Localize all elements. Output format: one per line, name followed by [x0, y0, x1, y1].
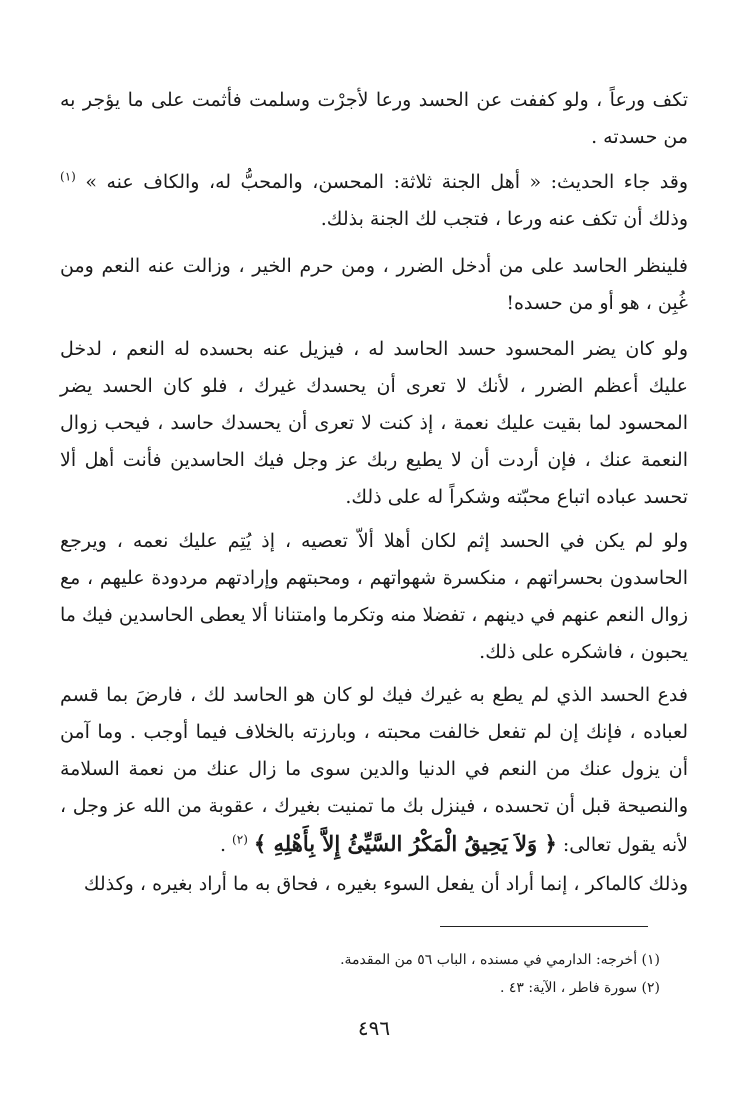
footnote-divider — [440, 926, 648, 927]
paragraph-5 — [60, 523, 688, 671]
paragraph-text: ولو لم يكن في الحسد إثم لكان أهلا ألاّ تعصيه ، إذ يُتِم عليك نعمه ، ويرجع الحاسدون بحسراتهم ، منكسرة شهواتهم ، ومحبتهم وإرادتهم مردودة عليهم ، مع زوال النعم عنهم في دينهم ، تفضلا منه وتكرما وامتنانا ألا يعطى الحاسدين فيك ما يحبون ، فاشكره على ذلك. — [60, 530, 688, 663]
hadith-quote: وقد جاء الحديث: « أهل الجنة ثلاثة: المحسن، والمحبُّ له، والكاف عنه » — [85, 171, 688, 193]
paragraph-6 — [60, 677, 688, 864]
page-number: ٤٩٦ — [357, 1016, 391, 1040]
paragraph-4 — [60, 331, 688, 516]
paragraph-text: تكف ورعاً ، ولو كففت عن الحسد ورعا لأجرْت وسلمت فأثمت على ما يؤجر به من حسدته . — [60, 89, 688, 148]
paragraph-text: ولو كان يضر المحسود حسد الحاسد له ، فيزيل عنه بحسده له النعم ، لدخل عليك أعظم الضرر ، لأنك لا تعرى أن يحسدك غيرك ، فلو كان الحسد يضر المحسود لما بقيت عليك نعمة ، إذ كنت لا تعرى أن يحسدك حاسد ، فيحب زوال النعمة عنك ، فإن أردت أن لا يطيع ربك عز وجل فيك الحاسدين فأنت أهل ألا تحسد عباده اتباع محبّته وشكراً له على ذلك. — [60, 338, 688, 508]
footnote-ref-2: (٢) — [232, 832, 248, 847]
paragraph-text: وذلك كالماكر ، إنما أراد أن يفعل السوء بغيره ، فحاق به ما أراد بغيره ، وكذلك — [83, 873, 688, 895]
paragraph-text: فلينظر الحاسد على من أدخل الضرر ، ومن حرم الخير ، وزالت عنه النعم ومن غُبِن ، هو أو من حسده! — [60, 255, 688, 314]
paragraph-2 — [60, 164, 688, 238]
footnote-1: (١) أخرجه: الدارمي في مسنده ، الباب ٥٦ من المقدمة. — [340, 952, 660, 968]
quran-verse: ﴿ وَلاَ يَحِيقُ الْمَكْرُ السَّيِّئُ إِلاَّ بِأَهْلِهِ ﴾ — [253, 831, 557, 856]
paragraph-3 — [60, 248, 688, 322]
paragraph-7 — [60, 866, 688, 903]
footnote-2: (٢) سورة فاطر ، الآية: ٤٣ . — [499, 980, 660, 996]
paragraph-text: . — [219, 834, 226, 856]
footnote-ref-1: (١) — [60, 169, 76, 184]
paragraph-text: وذلك أن تكف عنه ورعا ، فتجب لك الجنة بذلك. — [320, 208, 688, 230]
paragraph-text: فدع الحسد الذي لم يطع به غيرك فيك لو كان هو الحاسد لك ، فارضَ بما قسم لعباده ، فإنك إن لم تفعل خالفت محبته ، وبارزته بالخلاف فيما أوجب . وما آمن أن يزول عنك من النعم في الدنيا والدين سوى ما زال عنك من نعمة السلامة والنصيحة قبل أن تحسده ، فينزل بك ما تمنيت بغيرك ، عقوبة من الله عز وجل ، لأنه يقول تعالى: — [60, 684, 688, 856]
paragraph-1 — [60, 82, 688, 156]
footnotes — [60, 946, 660, 1002]
